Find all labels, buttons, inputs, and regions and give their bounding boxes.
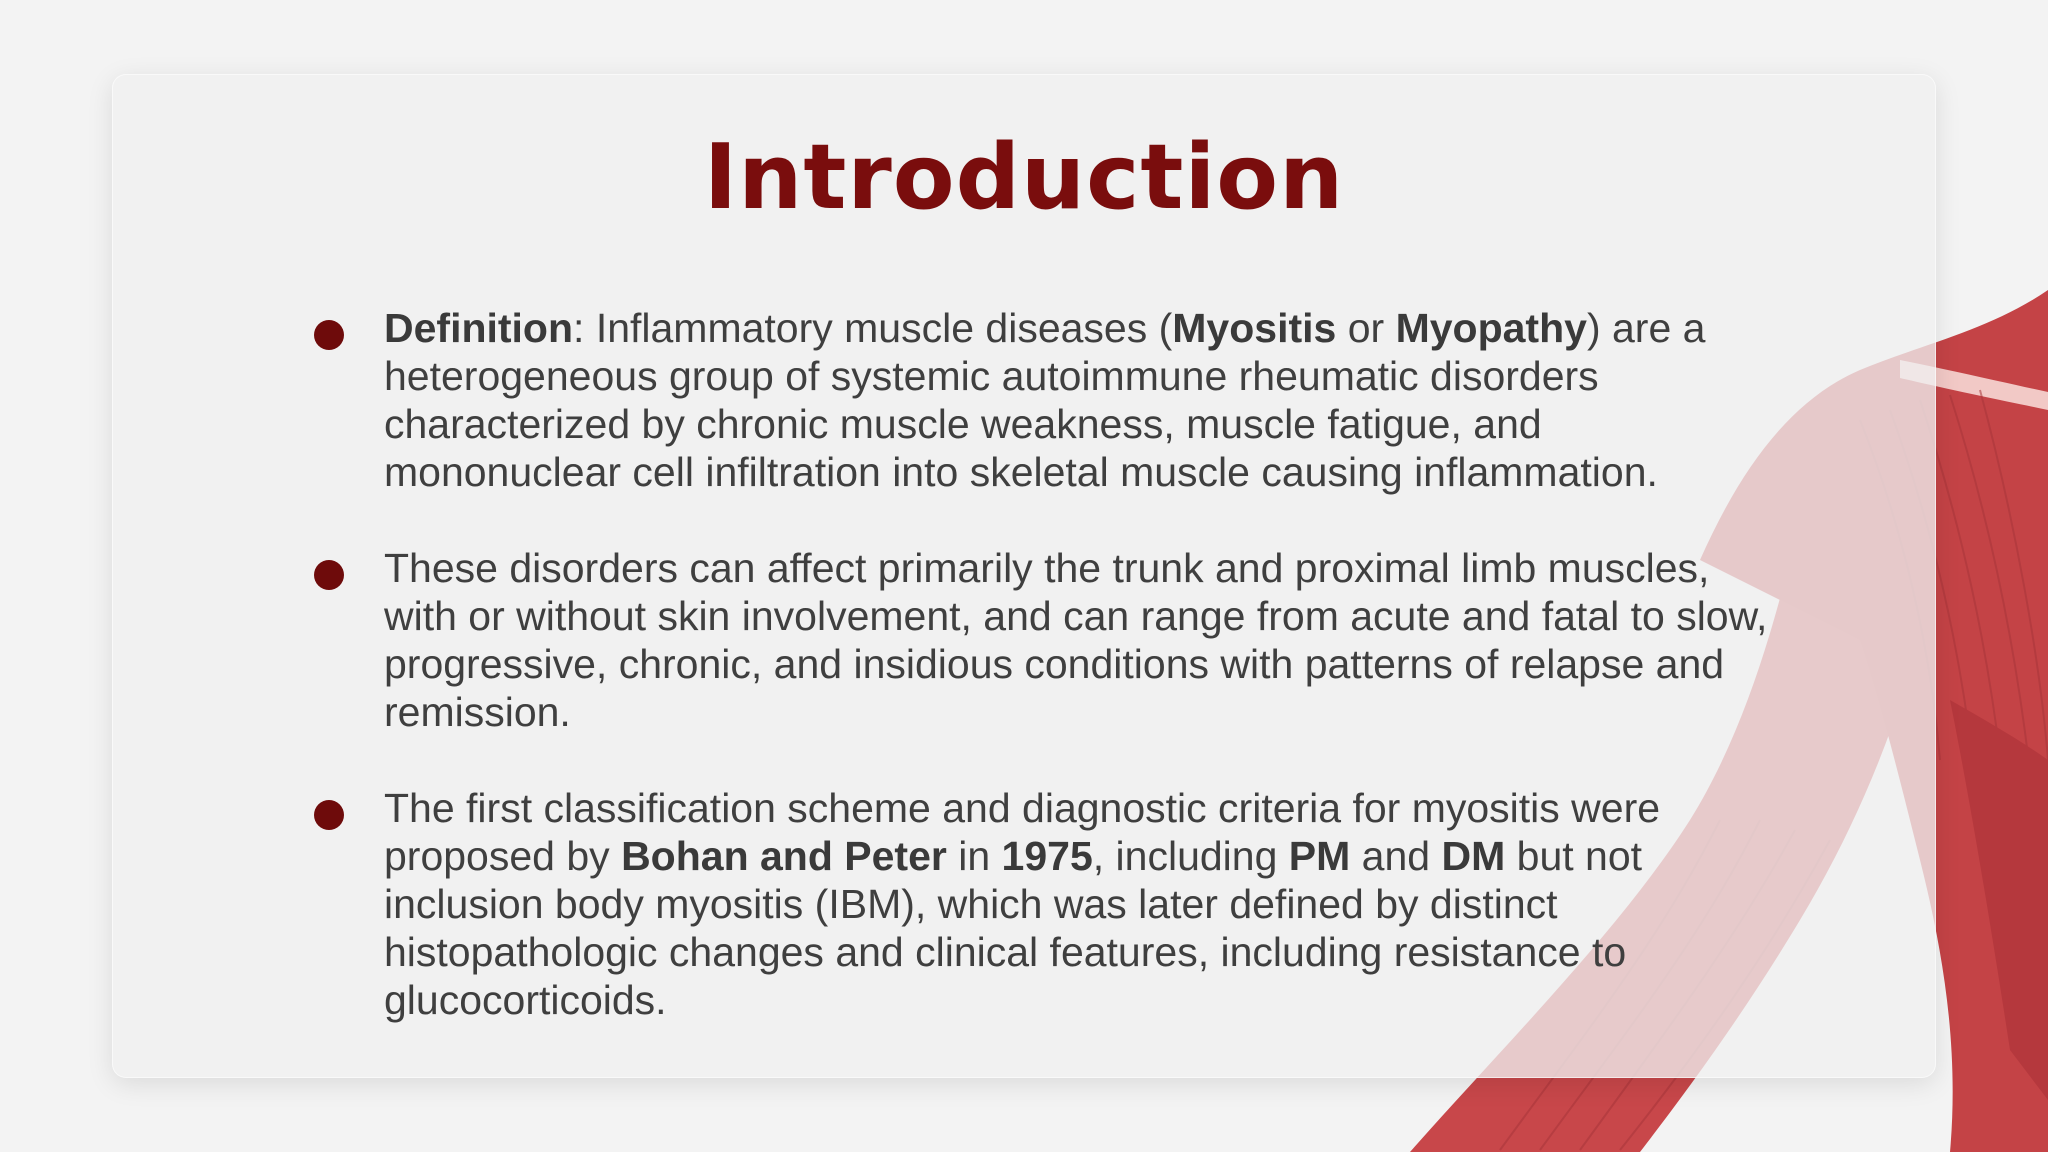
bullet-text-bold: Bohan and Peter bbox=[621, 833, 947, 879]
bullet-text: : Inflammatory muscle diseases ( bbox=[573, 305, 1173, 351]
bullet-text-bold: Definition bbox=[384, 305, 574, 351]
bullet-list bbox=[312, 304, 1772, 1072]
bullet-text: These disorders can affect primarily the trunk and proximal limb muscles, with or without skin involvement, and can range from acute and fatal to slow, progressive, chronic, and insidious conditions with patterns of relapse and remission. bbox=[384, 545, 1768, 735]
bullet-text-bold: Myositis bbox=[1172, 305, 1337, 351]
bullet-text: The first classification scheme and diagnostic criteria for myositis were proposed by bbox=[384, 785, 1661, 879]
bullet-item bbox=[312, 544, 1772, 736]
bullet-item bbox=[312, 304, 1772, 496]
bullet-text-bold: Myopathy bbox=[1395, 305, 1587, 351]
bullet-text: , including bbox=[1092, 833, 1289, 879]
bullet-text: and bbox=[1350, 833, 1442, 879]
bullet-text: but not inclusion body myositis (IBM), which was later defined by distinct histopathologic changes and clinical features, including resistance to glucocorticoids. bbox=[384, 833, 1643, 1023]
bullet-dot-icon bbox=[314, 320, 344, 350]
bullet-text: ) are a heterogeneous group of systemic autoimmune rheumatic disorders characterized by chronic muscle weakness, muscle fatigue, and mononuclear cell infiltration into skeletal muscle causing inflammation. bbox=[384, 305, 1706, 495]
bullet-item bbox=[312, 784, 1772, 1024]
bullet-text-bold: DM bbox=[1441, 833, 1506, 879]
bullet-dot-icon bbox=[314, 800, 344, 830]
bullet-text: in bbox=[946, 833, 1002, 879]
bullet-text: or bbox=[1336, 305, 1396, 351]
slide-title: Introduction bbox=[703, 125, 1345, 230]
bullet-text-bold: 1975 bbox=[1001, 833, 1093, 879]
bullet-dot-icon bbox=[314, 560, 344, 590]
bullet-text-bold: PM bbox=[1288, 833, 1351, 879]
